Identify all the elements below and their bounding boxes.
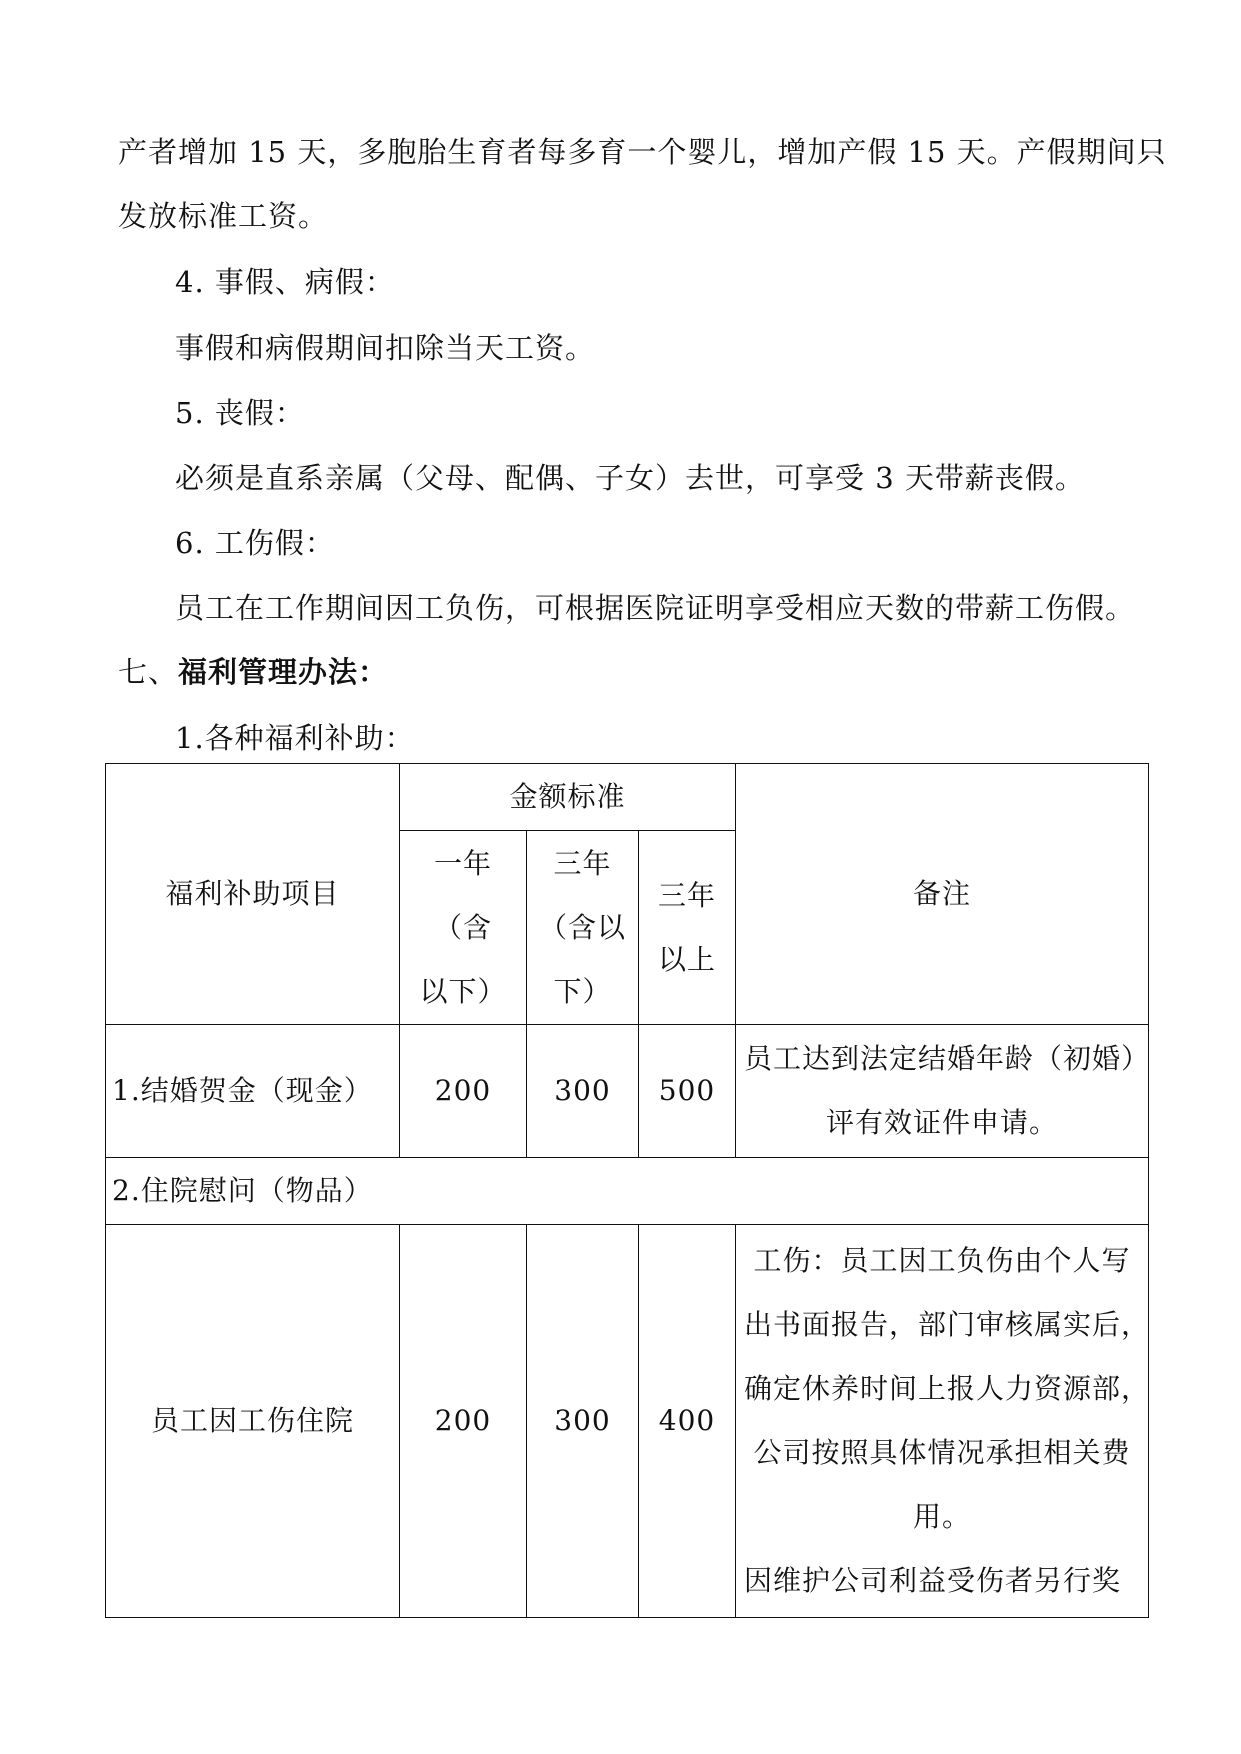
cell-hospital-group: 2.住院慰问（物品） — [106, 1158, 1149, 1225]
cell-injury-remark — [736, 1225, 1149, 1618]
header-amount-standard: 金额标准 — [400, 764, 736, 831]
table-header-row — [106, 764, 1149, 831]
remark-line: 员工达到法定结婚年龄（初婚） — [744, 1042, 1151, 1075]
table-row-hospital-group — [106, 1158, 1149, 1225]
header-one-year-line2: 以下） — [419, 974, 507, 1008]
header-three-years-line3: 下） — [553, 974, 612, 1008]
remark-line: 公司按照具体情况承担相关费 — [753, 1436, 1131, 1469]
heading-bereavement-leave: 5. 丧假： — [175, 396, 305, 430]
paragraph-maternity-cont: 产者增加 15 天，多胞胎生育者每多育一个婴儿，增加产假 15 天。产假期间只 — [118, 135, 1167, 169]
paragraph-bereavement-leave: 必须是直系亲属（父母、配偶、子女）去世，可享受 3 天带薪丧假。 — [175, 461, 1085, 495]
remark-line: 工伤：员工因工负伤由个人写 — [753, 1244, 1131, 1277]
remark-line: 出书面报告，部门审核属实后， — [744, 1308, 1151, 1341]
cell-marriage-v3: 500 — [639, 1025, 736, 1158]
header-one-year-line1: 一年（含 — [433, 846, 492, 944]
remark-line: 用。 — [913, 1500, 972, 1533]
header-over-three-line2: 以上 — [658, 942, 717, 976]
cell-marriage-v1: 200 — [400, 1025, 527, 1158]
header-remark: 备注 — [736, 764, 1149, 1025]
section-title: 福利管理办法： — [178, 655, 389, 689]
header-three-years-line1: 三年 — [553, 846, 612, 880]
paragraph-personal-sick-leave: 事假和病假期间扣除当天工资。 — [175, 331, 596, 365]
cell-marriage-item: 1.结婚贺金（现金） — [106, 1025, 400, 1158]
remark-line: 因维护公司利益受伤者另行奖 — [744, 1564, 1122, 1597]
table-row-marriage — [106, 1025, 1149, 1158]
header-three-years-line2: （含以 — [538, 910, 626, 944]
cell-marriage-remark — [736, 1025, 1149, 1158]
remark-line: 评有效证件申请。 — [826, 1106, 1059, 1139]
header-one-year — [400, 831, 527, 1025]
cell-injury-v1: 200 — [400, 1225, 527, 1618]
remark-line: 确定休养时间上报人力资源部， — [744, 1372, 1151, 1405]
heading-personal-sick-leave: 4. 事假、病假： — [175, 265, 395, 299]
welfare-subsidy-table — [105, 763, 1149, 1618]
paragraph-maternity-end: 发放标准工资。 — [118, 199, 329, 233]
cell-marriage-v2: 300 — [527, 1025, 639, 1158]
section-prefix: 七、 — [118, 655, 179, 689]
cell-injury-v3: 400 — [639, 1225, 736, 1618]
header-over-three-years — [639, 831, 736, 1025]
heading-work-injury-leave: 6. 工伤假： — [175, 526, 335, 560]
cell-injury-v2: 300 — [527, 1225, 639, 1618]
section-heading-welfare — [118, 652, 388, 692]
header-item: 福利补助项目 — [106, 764, 400, 1025]
header-three-years — [527, 831, 639, 1025]
table-row-injury — [106, 1225, 1149, 1618]
cell-injury-item: 员工因工伤住院 — [106, 1225, 400, 1618]
paragraph-work-injury-leave: 员工在工作期间因工负伤，可根据医院证明享受相应天数的带薪工伤假。 — [175, 591, 1136, 625]
subheading-welfare-subsidies: 1.各种福利补助： — [175, 721, 415, 755]
header-over-three-line1: 三年 — [658, 878, 717, 912]
